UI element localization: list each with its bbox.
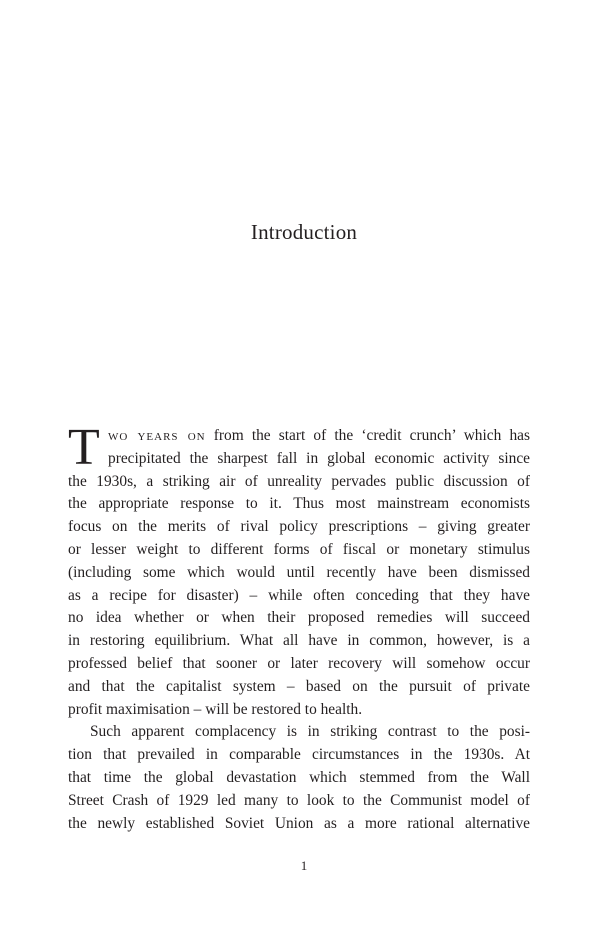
text-line: wo years on from the start of the ‘credit crunch’ which has — [108, 427, 530, 444]
text-line: that time the global devastation which stemmed from the Wall — [68, 768, 530, 786]
text-line: as a recipe for disaster) – while often conceding that they have — [68, 586, 530, 604]
text-line: (including some which would until recently have been dismissed — [68, 563, 530, 581]
text-line: no idea whether or when their proposed remedies will succeed — [68, 609, 530, 627]
text-line: in restoring equilibrium. What all have in common, however, is a — [68, 632, 530, 650]
small-caps-opening: wo years on — [108, 427, 206, 444]
text-line: profit maximisation – will be restored to health. — [68, 700, 363, 718]
text-line: Street Crash of 1929 led many to look to the Communist model of — [68, 791, 530, 809]
text-line: precipitated the sharpest fall in global economic activity since — [108, 449, 530, 467]
text-line: professed belief that sooner or later recovery will somehow occur — [68, 654, 530, 672]
text-line: focus on the merits of rival policy prescriptions – giving greater — [68, 518, 530, 536]
text-line: the appropriate response to it. Thus most mainstream economists — [68, 495, 530, 513]
text-line: Such apparent complacency is in striking contrast to the posi- — [90, 723, 530, 741]
body-text — [68, 419, 530, 835]
text-line: or lesser weight to different forms of fiscal or monetary stimulus — [68, 540, 530, 558]
paragraph-2 — [68, 721, 530, 835]
text-line: the 1930s, a striking air of unreality pervades public discussion of — [68, 472, 530, 490]
paragraph-1 — [68, 419, 530, 721]
drop-cap: T — [68, 419, 100, 476]
text-line: the newly established Soviet Union as a more rational alternative — [68, 814, 530, 832]
text-line: and that the capitalist system – based on the pursuit of private — [68, 677, 530, 695]
text-line: tion that prevailed in comparable circumstances in the 1930s. At — [68, 746, 530, 764]
chapter-title: Introduction — [250, 220, 358, 244]
page-number: 1 — [300, 858, 308, 873]
